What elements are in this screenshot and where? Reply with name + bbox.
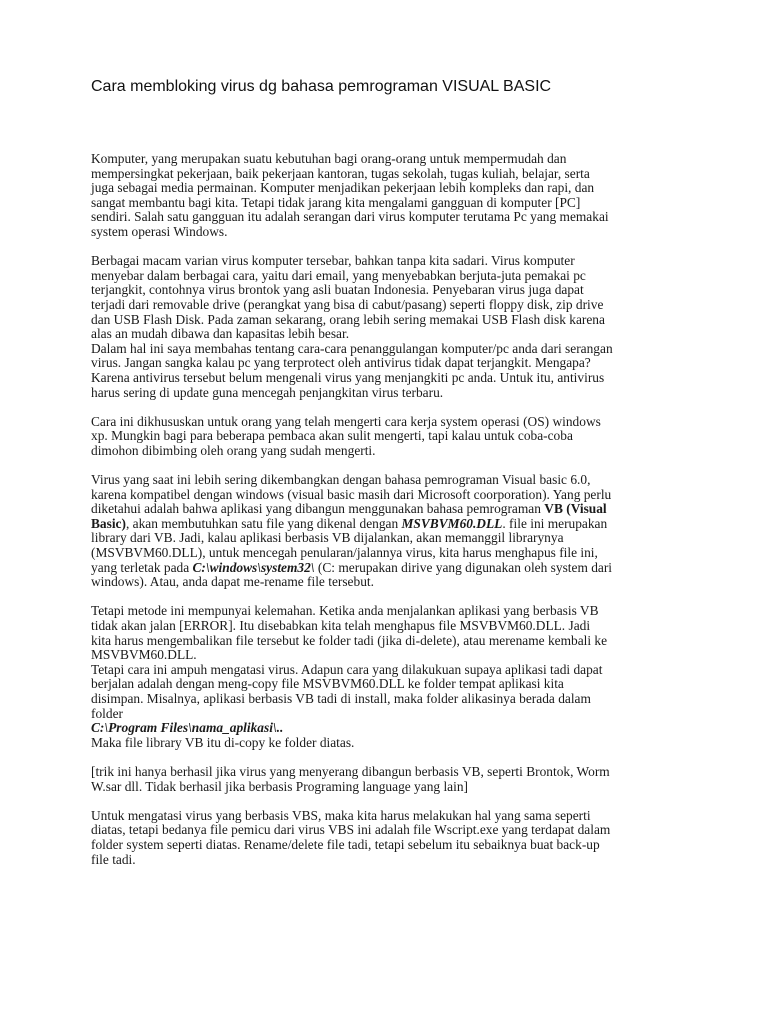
text-line: Untuk mengatasi virus yang berbasis VBS, maka kita harus melakukan hal yang sama seperti (91, 807, 591, 823)
text-run: yang terletak pada (91, 559, 193, 575)
paragraph-gap (91, 794, 687, 809)
system-path: C:\windows\system32\ (192, 559, 315, 575)
text-line: dimohon dibimbing oleh orang yang sudah mengerti. (91, 442, 376, 458)
text-line: sendiri. Salah satu gangguan itu adalah serangan dari virus komputer terutama Pc yang memakai (91, 209, 609, 225)
dll-filename: MSVBVM60.DLL (401, 515, 503, 531)
text-line: MSVBVM60.DLL. (91, 647, 197, 663)
text-line: harus sering di update guna mencegah penjangkitan virus terbaru. (91, 384, 444, 400)
paragraph-gap (91, 750, 687, 765)
paragraph-1 (91, 152, 687, 240)
text-line: Tetapi cara ini ampuh mengatasi virus. Adapun cara yang dilakukuan supaya aplikasi tadi dapat (91, 661, 603, 677)
text-line: dan USB Flash Disk. Pada zaman sekarang, orang lebih sering memakai USB Flash disk karena (91, 311, 605, 327)
paragraph-gap (91, 458, 687, 473)
text-line: diatas, tetapi bedanya file pemicu dari virus VBS ini adalah file Wscript.exe yang terdapat dalam (91, 822, 611, 838)
text-line (91, 502, 687, 517)
text-line: juga sebagai media permainan. Komputer menjadikan pekerjaan lebih kompleks dan rapi, dan (91, 180, 595, 196)
text-line: Karena antivirus tersebut belum mengenali virus yang menjangkiti pc anda. Untuk itu, antivirus (91, 369, 605, 385)
text-line: Cara ini dikhususkan untuk orang yang telah mengerti cara kerja system operasi (OS) windows (91, 413, 601, 429)
text-line: Maka file library VB itu di-copy ke folder diatas. (91, 734, 355, 750)
paragraph-3 (91, 415, 687, 459)
bold-term: VB (Visual (544, 501, 607, 517)
text-line: berjalan adalah dengan meng-copy file MSVBVM60.DLL ke folder tempat aplikasi kita (91, 676, 564, 692)
text-line: Tetapi metode ini mempunyai kelemahan. Ketika anda menjalankan aplikasi yang berbasis VB (91, 603, 599, 619)
paragraph-4 (91, 473, 687, 590)
text-line: folder system seperti diatas. Rename/delete file tadi, tetapi sebelum itu sebaiknya buat back-up (91, 836, 600, 852)
paragraph-7 (91, 809, 687, 867)
text-line (91, 561, 687, 576)
paragraph-6 (91, 765, 687, 794)
text-line: kita harus mengembalikan file tersebut ke folder tadi (jika di-delete), atau merename kembali ke (91, 632, 608, 648)
text-line (91, 517, 687, 532)
document-body (91, 152, 687, 867)
text-line: terjangkit, contohnya virus brontok yang asli buatan Indonesia. Penyebaran virus juga dapat (91, 282, 584, 298)
text-line: folder (91, 705, 123, 721)
text-line: (MSVBVM60.DLL), untuk mencegah penularan/jalannya virus, kita harus menghapus file ini, (91, 545, 598, 561)
text-line: library dari VB. Jadi, kalau aplikasi berbasis VB dijalankan, akan memanggil librarynya (91, 530, 564, 546)
text-line: xp. Mungkin bagi para beberapa pembaca akan sulit mengerti, tapi kalau untuk coba-coba (91, 428, 573, 444)
bold-term: Basic) (91, 515, 126, 531)
text-line: sangat membantu bagi kita. Tetapi tidak jarang kita mengalami gangguan di komputer [PC] (91, 194, 581, 210)
text-run: diketahui adalah bahwa aplikasi yang dibangun menggunakan bahasa pemrograman (91, 501, 545, 517)
text-run: . file ini merupakan (502, 515, 608, 531)
paragraph-5 (91, 604, 687, 750)
text-line: windows). Atau, anda dapat me-rename file tersebut. (91, 574, 374, 590)
paragraph-gap (91, 590, 687, 605)
text-line: virus. Jangan sangka kalau pc yang terprotect oleh antivirus tidak dapat terjangkit. Mengapa? (91, 355, 591, 371)
text-line: Komputer, yang merupakan suatu kebutuhan bagi orang-orang untuk mempermudah dan (91, 151, 567, 166)
text-line: system operasi Windows. (91, 223, 228, 239)
text-line: karena kompatibel dengan windows (visual basic masih dari Microsoft coorporation). Yang perlu (91, 486, 612, 502)
text-line: file tadi. (91, 851, 136, 867)
text-line: Berbagai macam varian virus komputer tersebar, bahkan tanpa kita sadari. Virus komputer (91, 253, 575, 269)
text-line: menyebar dalam berbagai cara, yaitu dari email, yang menyebabkan berjuta-juta pemakai pc (91, 267, 586, 283)
paragraph-gap (91, 240, 687, 255)
text-line: alas an mudah dibawa dan kapasitas lebih besar. (91, 326, 350, 342)
paragraph-gap (91, 400, 687, 415)
text-line: mempersingkat pekerjaan, baik pekerjaan kantoran, tugas sekolah, tugas kuliah, belajar, serta (91, 165, 590, 181)
program-files-path: C:\Program Files\nama_aplikasi\.. (91, 720, 284, 736)
text-line: W.sar dll. Tidak berhasil jika berbasis Programing language yang lain] (91, 778, 468, 794)
text-line: terjadi dari removable drive (perangkat yang bisa di cabut/pasang) seperti floppy disk, zip drive (91, 296, 604, 312)
text-line: Virus yang saat ini lebih sering dikembangkan dengan bahasa pemrograman Visual basic 6.0, (91, 472, 591, 488)
text-line: [trik ini hanya berhasil jika virus yang menyerang dibangun berbasis VB, seperti Brontok, Worm (91, 763, 610, 779)
document-title: Cara membloking virus dg bahasa pemrograman VISUAL BASIC (91, 78, 552, 95)
text-line: disimpan. Misalnya, aplikasi berbasis VB tadi di install, maka folder alikasinya berada dalam (91, 690, 591, 706)
text-run: , akan membutuhkan satu file yang dikenal dengan (125, 515, 402, 531)
paragraph-2 (91, 254, 687, 400)
text-line: Dalam hal ini saya membahas tentang cara-cara penanggulangan komputer/pc anda dari serangan (91, 340, 613, 356)
text-run: (C: merupakan dirive yang digunakan oleh system dari (314, 559, 613, 575)
text-line: tidak akan jalan [ERROR]. Itu disebabkan kita telah menghapus file MSVBVM60.DLL. Jadi (91, 618, 591, 633)
